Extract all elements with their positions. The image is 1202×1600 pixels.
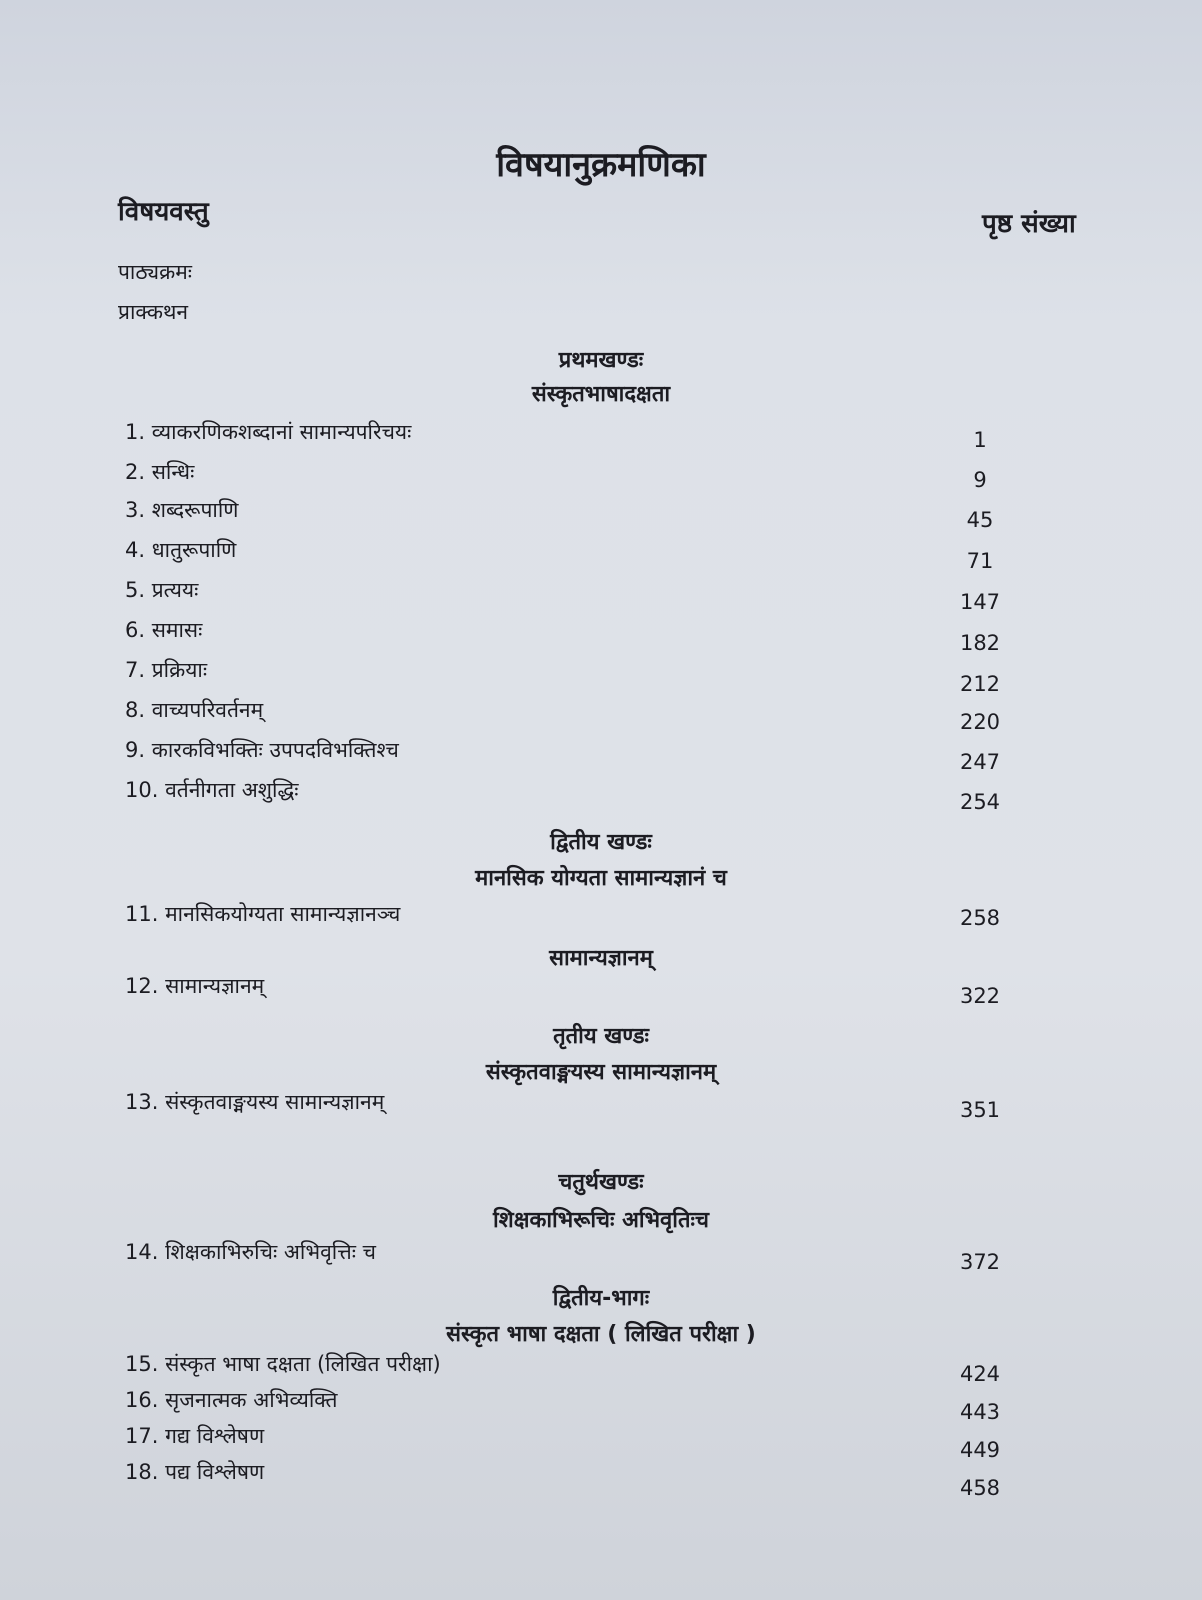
toc-page-number: 424 bbox=[959, 1362, 1001, 1386]
toc-entry: 12. सामान्यज्ञानम् bbox=[125, 974, 265, 998]
toc-entry: 15. संस्कृत भाषा दक्षता (लिखित परीक्षा) bbox=[125, 1352, 441, 1376]
toc-page-number: 9 bbox=[973, 468, 987, 492]
toc-entry: 16. सृजनात्मक अभिव्यक्ति bbox=[125, 1388, 338, 1412]
toc-page-number: 443 bbox=[959, 1400, 1001, 1424]
toc-entry: 14. शिक्षकाभिरुचिः अभिवृत्तिः च bbox=[125, 1240, 376, 1264]
toc-entry: 6. समासः bbox=[125, 618, 203, 642]
toc-entry: 18. पद्य विश्लेषण bbox=[125, 1460, 265, 1484]
section-heading: चतुर्थखण्डः bbox=[558, 1170, 644, 1195]
toc-entry: 4. धातुरूपाणि bbox=[125, 538, 237, 562]
toc-entry: 5. प्रत्ययः bbox=[125, 578, 199, 602]
toc-page-number: 254 bbox=[959, 790, 1001, 814]
page-title: विषयानुक्रमणिका bbox=[496, 145, 706, 185]
toc-page-number: 1 bbox=[973, 428, 987, 452]
toc-page-number: 449 bbox=[959, 1438, 1001, 1462]
section-heading: द्वितीय-भागः bbox=[552, 1286, 650, 1311]
toc-page-number: 182 bbox=[959, 631, 1001, 655]
section-subheading: संस्कृतभाषादक्षता bbox=[531, 382, 671, 407]
toc-page-number: 322 bbox=[959, 984, 1001, 1008]
toc-page-number: 71 bbox=[966, 549, 994, 573]
section-subheading: संस्कृतवाङ्मयस्य सामान्यज्ञानम् bbox=[485, 1060, 717, 1085]
toc-page-number: 372 bbox=[959, 1250, 1001, 1274]
toc-entry: 11. मानसिकयोग्यता सामान्यज्ञानञ्च bbox=[125, 902, 401, 926]
toc-page-number: 247 bbox=[959, 750, 1001, 774]
toc-page-number: 212 bbox=[959, 672, 1001, 696]
section-subheading: मानसिक योग्यता सामान्यज्ञानं च bbox=[475, 866, 727, 891]
toc-entry: 7. प्रक्रियाः bbox=[125, 658, 208, 682]
toc-page-number: 458 bbox=[959, 1476, 1001, 1500]
toc-entry: 8. वाच्यपरिवर्तनम् bbox=[125, 698, 264, 722]
section-subheading: सामान्यज्ञानम् bbox=[549, 946, 653, 971]
toc-page-number: 258 bbox=[959, 906, 1001, 930]
toc-page-number: 147 bbox=[959, 590, 1001, 614]
toc-entry: 1. व्याकरणिकशब्दानां सामान्यपरिचयः bbox=[125, 420, 412, 444]
section-heading: द्वितीय खण्डः bbox=[550, 830, 652, 855]
toc-entry: 3. शब्दरूपाणि bbox=[125, 498, 239, 522]
column-header-page: पृष्ठ संख्या bbox=[982, 209, 1076, 239]
section-subheading: संस्कृत भाषा दक्षता ( लिखित परीक्षा ) bbox=[446, 1322, 756, 1347]
toc-entry: 9. कारकविभक्तिः उपपदविभक्तिश्च bbox=[125, 738, 399, 762]
toc-entry: 13. संस्कृतवाङ्मयस्य सामान्यज्ञानम् bbox=[125, 1090, 385, 1114]
toc-page-number: 351 bbox=[959, 1098, 1001, 1122]
section-subheading: शिक्षकाभिरूचिः अभिवृतिःच bbox=[493, 1208, 709, 1233]
front-matter-preface: प्राक्कथन bbox=[118, 300, 189, 324]
column-header-subject: विषयवस्तु bbox=[118, 197, 209, 227]
section-heading: प्रथमखण्डः bbox=[558, 348, 644, 373]
front-matter-syllabus: पाठ्यक्रमः bbox=[118, 260, 193, 284]
toc-page-number: 220 bbox=[959, 710, 1001, 734]
toc-entry: 17. गद्य विश्लेषण bbox=[125, 1424, 265, 1448]
section-heading: तृतीय खण्डः bbox=[553, 1024, 649, 1049]
toc-page-number: 45 bbox=[966, 508, 994, 532]
toc-entry: 2. सन्धिः bbox=[125, 460, 195, 484]
toc-entry: 10. वर्तनीगता अशुद्धिः bbox=[125, 778, 299, 802]
